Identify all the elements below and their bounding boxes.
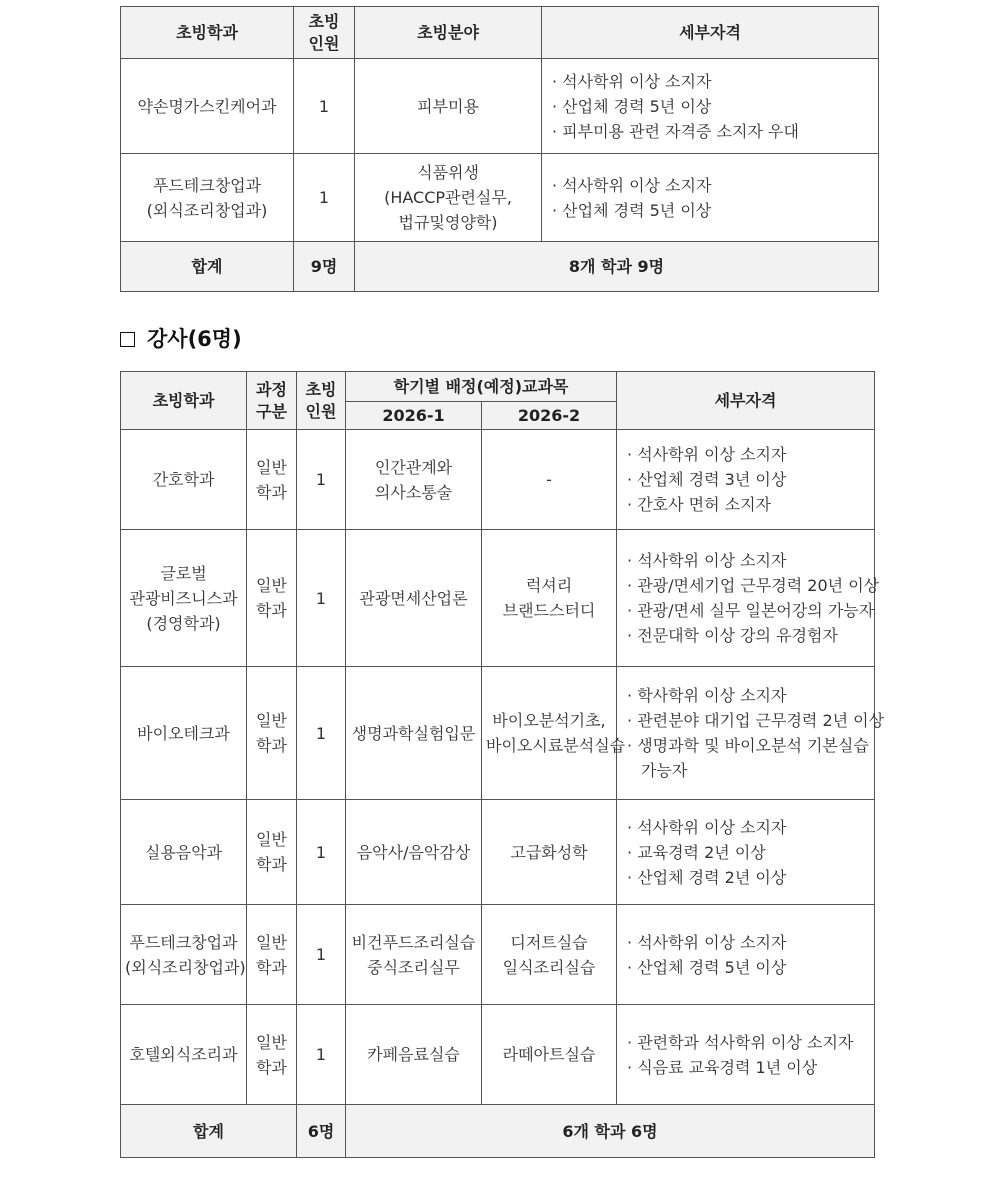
- count-cell: 1: [297, 430, 346, 530]
- header-dept: 초빙학과: [121, 7, 294, 59]
- quals-cell: · 석사학위 이상 소지자 · 교육경력 2년 이상 · 산업체 경력 2년 이상: [617, 800, 875, 905]
- lecturer-rows: [121, 430, 885, 1105]
- field-cell: 피부미용: [355, 59, 542, 154]
- total-summary: 6개 학과 6명: [346, 1105, 875, 1158]
- dept-cell: 바이오테크과: [121, 667, 247, 800]
- professor-table: [120, 6, 879, 292]
- sem1-cell: 비건푸드조리실습 중식조리실무: [346, 905, 482, 1005]
- sem1-cell: 관광면세산업론: [346, 530, 482, 667]
- header-sem2: 2026-2: [482, 402, 617, 430]
- count-cell: 1: [297, 667, 346, 800]
- course-cell: 일반 학과: [247, 430, 297, 530]
- sem1-cell: 생명과학실험입문: [346, 667, 482, 800]
- header-course: 과정 구분: [247, 372, 297, 430]
- count-cell: 1: [297, 1005, 346, 1105]
- quals-cell: · 석사학위 이상 소지자 · 산업체 경력 5년 이상: [542, 154, 879, 242]
- total-count: 9명: [294, 242, 355, 292]
- sem1-cell: 인간관계와 의사소통술: [346, 430, 482, 530]
- table-row: [121, 154, 879, 242]
- dept-cell: 실용음악과: [121, 800, 247, 905]
- course-cell: 일반 학과: [247, 905, 297, 1005]
- header-dept: 초빙학과: [121, 372, 247, 430]
- sem1-cell: 음악사/음악감상: [346, 800, 482, 905]
- quals-cell: · 관련학과 석사학위 이상 소지자 · 식음료 교육경력 1년 이상: [617, 1005, 875, 1105]
- dept-cell: 약손명가스킨케어과: [121, 59, 294, 154]
- table-row: [121, 430, 875, 530]
- course-cell: 일반 학과: [247, 800, 297, 905]
- table-row: [121, 59, 879, 154]
- header-subjects: 학기별 배정(예정)교과목: [346, 372, 617, 402]
- sem2-cell: 고급화성학: [482, 800, 617, 905]
- table-header-row: [121, 372, 875, 402]
- checkbox-square-icon: [120, 332, 135, 347]
- header-field: 초빙분야: [355, 7, 542, 59]
- sem2-cell: 라떼아트실습: [482, 1005, 617, 1105]
- table-row: [121, 1005, 875, 1105]
- header-quals: 세부자격: [542, 7, 879, 59]
- course-cell: 일반 학과: [247, 667, 297, 800]
- header-count: 초빙 인원: [294, 7, 355, 59]
- table-row: [121, 800, 875, 905]
- dept-cell: 간호학과: [121, 430, 247, 530]
- total-label: 합계: [121, 1105, 297, 1158]
- total-count: 6명: [297, 1105, 346, 1158]
- total-label: 합계: [121, 242, 294, 292]
- sem1-cell: 카페음료실습: [346, 1005, 482, 1105]
- quals-cell: · 석사학위 이상 소지자 · 산업체 경력 5년 이상: [617, 905, 875, 1005]
- quals-cell: · 석사학위 이상 소지자 · 산업체 경력 5년 이상 · 피부미용 관련 자격증 소지자 우대: [542, 59, 879, 154]
- total-summary: 8개 학과 9명: [355, 242, 879, 292]
- quals-cell: · 석사학위 이상 소지자 · 관광/면세기업 근무경력 20년 이상 · 관광/면세 실무 일본어강의 가능자 · 전문대학 이상 강의 유경험자: [617, 530, 875, 667]
- quals-cell: · 석사학위 이상 소지자 · 산업체 경력 3년 이상 · 간호사 면허 소지자: [617, 430, 875, 530]
- total-row: [121, 242, 879, 292]
- count-cell: 1: [297, 905, 346, 1005]
- sem2-cell: 럭셔리 브랜드스터디: [482, 530, 617, 667]
- header-count: 초빙 인원: [297, 372, 346, 430]
- course-cell: 일반 학과: [247, 1005, 297, 1105]
- count-cell: 1: [294, 154, 355, 242]
- sem2-cell: -: [482, 430, 617, 530]
- dept-cell: 글로벌 관광비즈니스과 (경영학과): [121, 530, 247, 667]
- dept-cell: 푸드테크창업과 (외식조리창업과): [121, 905, 247, 1005]
- course-cell: 일반 학과: [247, 530, 297, 667]
- table-row: [121, 905, 875, 1005]
- field-cell: 식품위생 (HACCP관련실무, 법규및영양학): [355, 154, 542, 242]
- sem2-cell: 바이오분석기초, 바이오시료분석실습: [482, 667, 617, 800]
- table-row: [121, 530, 875, 667]
- dept-cell: 푸드테크창업과 (외식조리창업과): [121, 154, 294, 242]
- header-sem1: 2026-1: [346, 402, 482, 430]
- table-header-row: [121, 7, 879, 59]
- header-quals: 세부자격: [617, 372, 875, 430]
- total-row: [121, 1105, 875, 1158]
- lecturer-table: [120, 371, 885, 1158]
- quals-cell: · 학사학위 이상 소지자 · 관련분야 대기업 근무경력 2년 이상 · 생명과학 및 바이오분석 기본실습 가능자: [617, 667, 875, 800]
- count-cell: 1: [297, 530, 346, 667]
- sem2-cell: 디저트실습 일식조리실습: [482, 905, 617, 1005]
- count-cell: 1: [294, 59, 355, 154]
- section-title: 강사(6명): [120, 323, 242, 353]
- table-row: [121, 667, 875, 800]
- count-cell: 1: [297, 800, 346, 905]
- dept-cell: 호텔외식조리과: [121, 1005, 247, 1105]
